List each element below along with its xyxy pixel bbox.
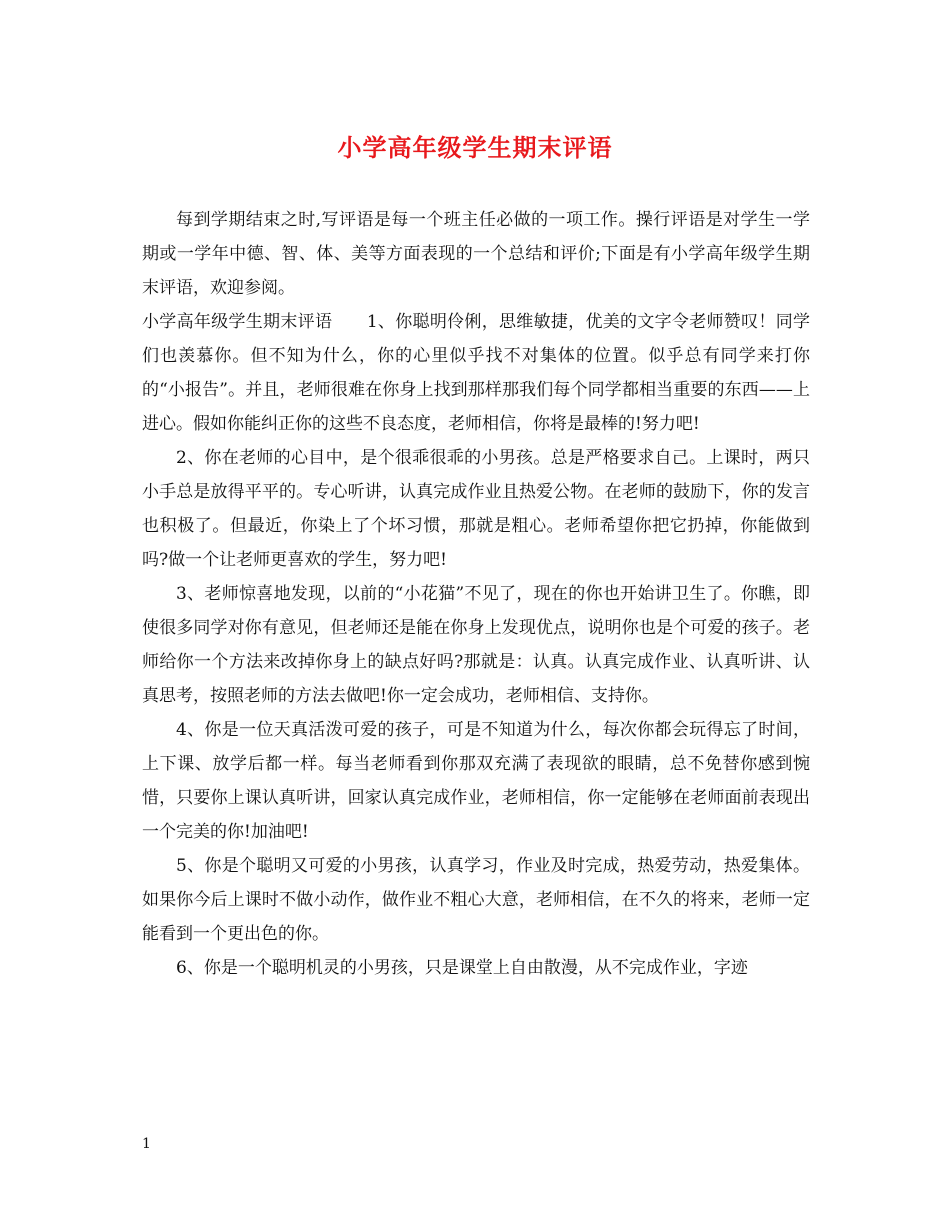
- comment-paragraph-4: 4、你是一位天真活泼可爱的孩子，可是不知道为什么，每次你都会玩得忘了时间，上下课、放学后都一样。每当老师看到你那双充满了表现欲的眼睛，总不免替你感到惋惜，只要你上课认真听讲，回家认真完成作业，老师相信，你一定能够在老师面前表现出一个完美的你!加油吧!: [142, 720, 810, 842]
- comment-paragraph-6: 6、你是一个聪明机灵的小男孩，只是课堂上自由散漫，从不完成作业，字迹: [176, 958, 748, 978]
- comment-paragraph-1: 小学高年级学生期末评语 1、你聪明伶俐，思维敏捷，优美的文字令老师赞叹！同学们也羡慕你。但不知为什么，你的心里似乎找不对集体的位置。似乎总有同学来打你的“小报告”。并且，老师很难在你身上找到那样那我们每个同学都相当重要的东西——上进心。假如你能纠正你的这些不良态度，老师相信，你将是最棒的!努力吧!: [142, 312, 810, 434]
- intro-paragraph: 每到学期结束之时,写评语是每一个班主任必做的一项工作。操行评语是对学生一学期或一学年中德、智、体、美等方面表现的一个总结和评价;下面是有小学高年级学生期末评语，欢迎参阅。: [142, 210, 810, 298]
- page-number: 1: [142, 1136, 151, 1152]
- comment-paragraph-3: 3、老师惊喜地发现，以前的“小花猫”不见了，现在的你也开始讲卫生了。你瞧，即使很多同学对你有意见，但老师还是能在你身上发现优点，说明你也是个可爱的孩子。老师给你一个方法来改掉你身上的缺点好吗?那就是：认真。认真完成作业、认真听讲、认真思考，按照老师的方法去做吧!你一定会成功，老师相信、支持你。: [142, 584, 810, 706]
- comment-paragraph-5: 5、你是个聪明又可爱的小男孩，认真学习，作业及时完成，热爱劳动，热爱集体。如果你今后上课时不做小动作，做作业不粗心大意，老师相信，在不久的将来，老师一定能看到一个更出色的你。: [142, 856, 810, 944]
- document-body: [142, 203, 810, 985]
- comment-paragraph-2: 2、你在老师的心目中，是个很乖很乖的小男孩。总是严格要求自己。上课时，两只小手总是放得平平的。专心听讲，认真完成作业且热爱公物。在老师的鼓励下，你的发言也积极了。但最近，你染上了个坏习惯，那就是粗心。老师希望你把它扔掉，你能做到吗?做一个让老师更喜欢的学生，努力吧!: [142, 448, 810, 570]
- document-title: 小学高年级学生期末评语: [337, 133, 613, 162]
